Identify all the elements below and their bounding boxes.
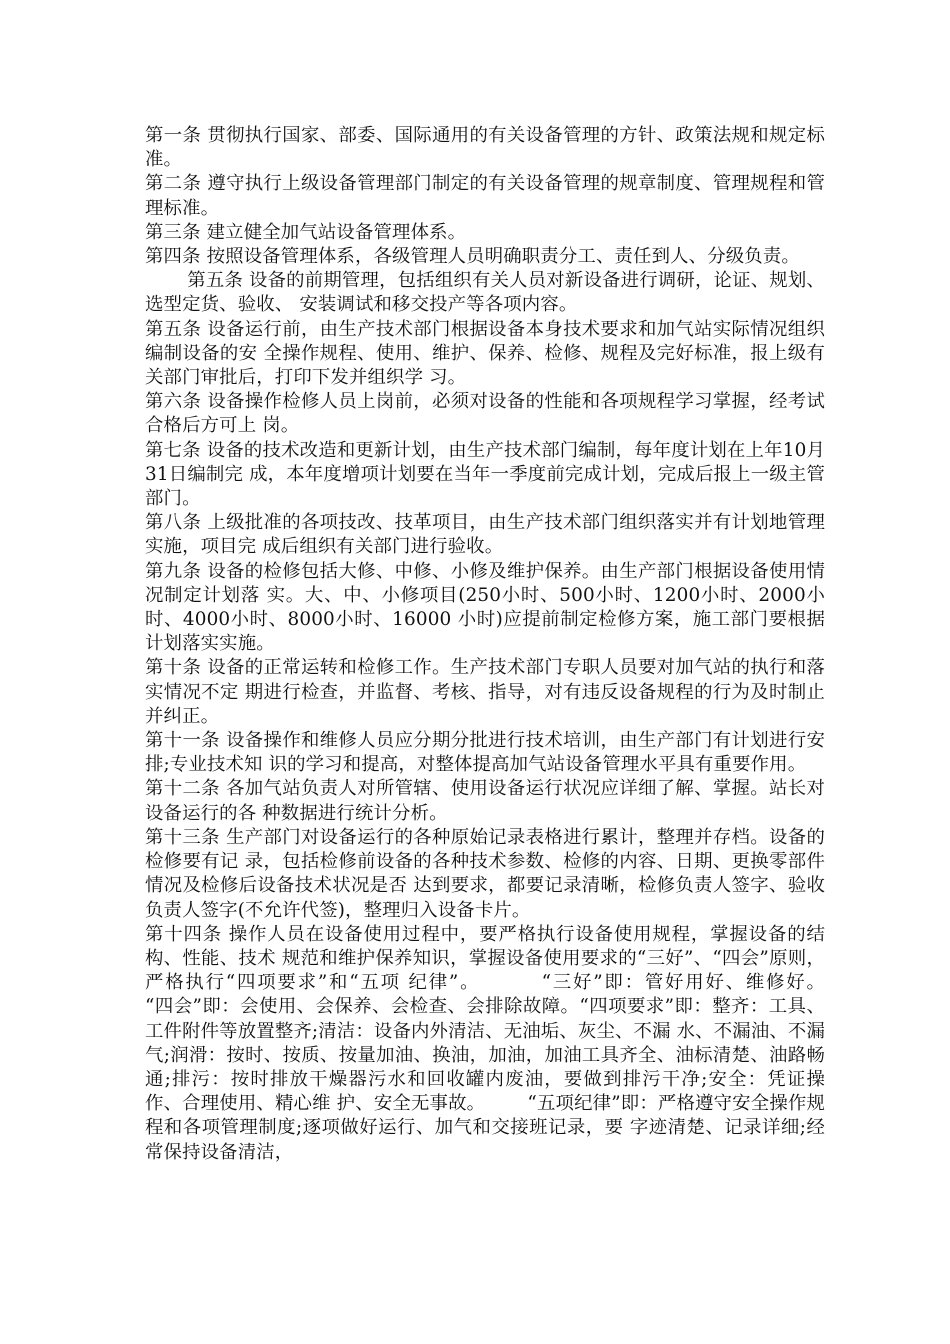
article-5: 第五条 设备运行前，由生产技术部门根据设备本身技术要求和加气站实际情况组织编制设备的安 全操作规程、使用、维护、保养、检修、规程及完好标准，报上级有关部门审批后，打印下发并组织学 习。	[145, 318, 825, 389]
article-14: 第十四条 操作人员在设备使用过程中，要严格执行设备使用规程，掌握设备的结构、性能、技术 规范和维护保养知识，掌握设备使用要求的“三好”、“四会”原则，严格执行“四项要求”和“五项 纪律”。 “三好”即：管好用好、维修好。 “四会”即：会使用、会保养、会检查、会排除故障。“四项要求”即：整齐：工具、工件附件等放置整齐;清洁：设备内外清洁、无油垢、灰尘、不漏 水、不漏油、不漏气;润滑：按时、按质、按量加油、换油，加油，加油工具齐全、油标清楚、油路畅 通;排污：按时排放干燥器污水和回收罐内废油，要做到排污干净;安全：凭证操作、合理使用、精心维 护、安全无事故。 “五项纪律”即：严格遵守安全操作规程和各项管理制度;逐项做好运行、加气和交接班记录，要 字迹清楚、记录详细;经常保持设备清洁，	[145, 923, 867, 1163]
article-3: 第三条 建立健全加气站设备管理体系。	[145, 221, 467, 243]
article-5-preliminary: 第五条 设备的前期管理，包括组织有关人员对新设备进行调研，论证、规划、选型定货、验收、 安装调试和移交投产等各项内容。	[145, 270, 825, 316]
article-10: 第十条 设备的正常运转和检修工作。生产技术部门专职人员要对加气站的执行和落实情况不定 期进行检查，并监督、考核、指导，对有违反设备规程的行为及时制止并纠正。	[145, 657, 825, 727]
article-13: 第十三条 生产部门对设备运行的各种原始记录表格进行累计，整理并存档。设备的检修要有记 录，包括检修前设备的各种技术参数、检修的内容、日期、更换零部件情况及检修后设备技术状况是否 达到要求，都要记录清晰，检修负责人签字、验收负责人签字(不允许代签)，整理归入设备卡片。	[145, 826, 825, 921]
article-9: 第九条 设备的检修包括大修、中修、小修及维护保养。由生产部门根据设备使用情况制定计划落 实。大、中、小修项目(250小时、500小时、1200小时、2000小时、4000小时、8000小时、16000 小时)应提前制定检修方案，施工部门要根据计划落实实施。	[145, 560, 825, 655]
article-6: 第六条 设备操作检修人员上岗前，必须对设备的性能和各项规程学习掌握，经考试合格后方可上 岗。	[145, 391, 825, 437]
article-12: 第十二条 各加气站负责人对所管辖、使用设备运行状况应详细了解、掌握。站长对设备运行的各 种数据进行统计分析。	[145, 778, 825, 824]
article-11: 第十一条 设备操作和维修人员应分期分批进行技术培训，由生产部门有计划进行安排;专业技术知 识的学习和提高，对整体提高加气站设备管理水平具有重要作用。	[145, 730, 825, 776]
article-1: 第一条 贯彻执行国家、部委、国际通用的有关设备管理的方针、政策法规和规定标准。	[145, 125, 825, 171]
article-2: 第二条 遵守执行上级设备管理部门制定的有关设备管理的规章制度、管理规程和管理标准。	[145, 173, 825, 219]
article-8: 第八条 上级批准的各项技改、技革项目，由生产技术部门组织落实并有计划地管理实施，项目完 成后组织有关部门进行验收。	[145, 512, 825, 558]
regulation-text-body	[145, 124, 867, 1165]
article-7: 第七条 设备的技术改造和更新计划，由生产技术部门编制，每年度计划在上年10月31日编制完 成，本年度增项计划要在当年一季度前完成计划，完成后报上一级主管部门。	[145, 439, 825, 510]
article-4: 第四条 按照设备管理体系，各级管理人员明确职责分工、责任到人、分级负责。	[145, 246, 800, 268]
